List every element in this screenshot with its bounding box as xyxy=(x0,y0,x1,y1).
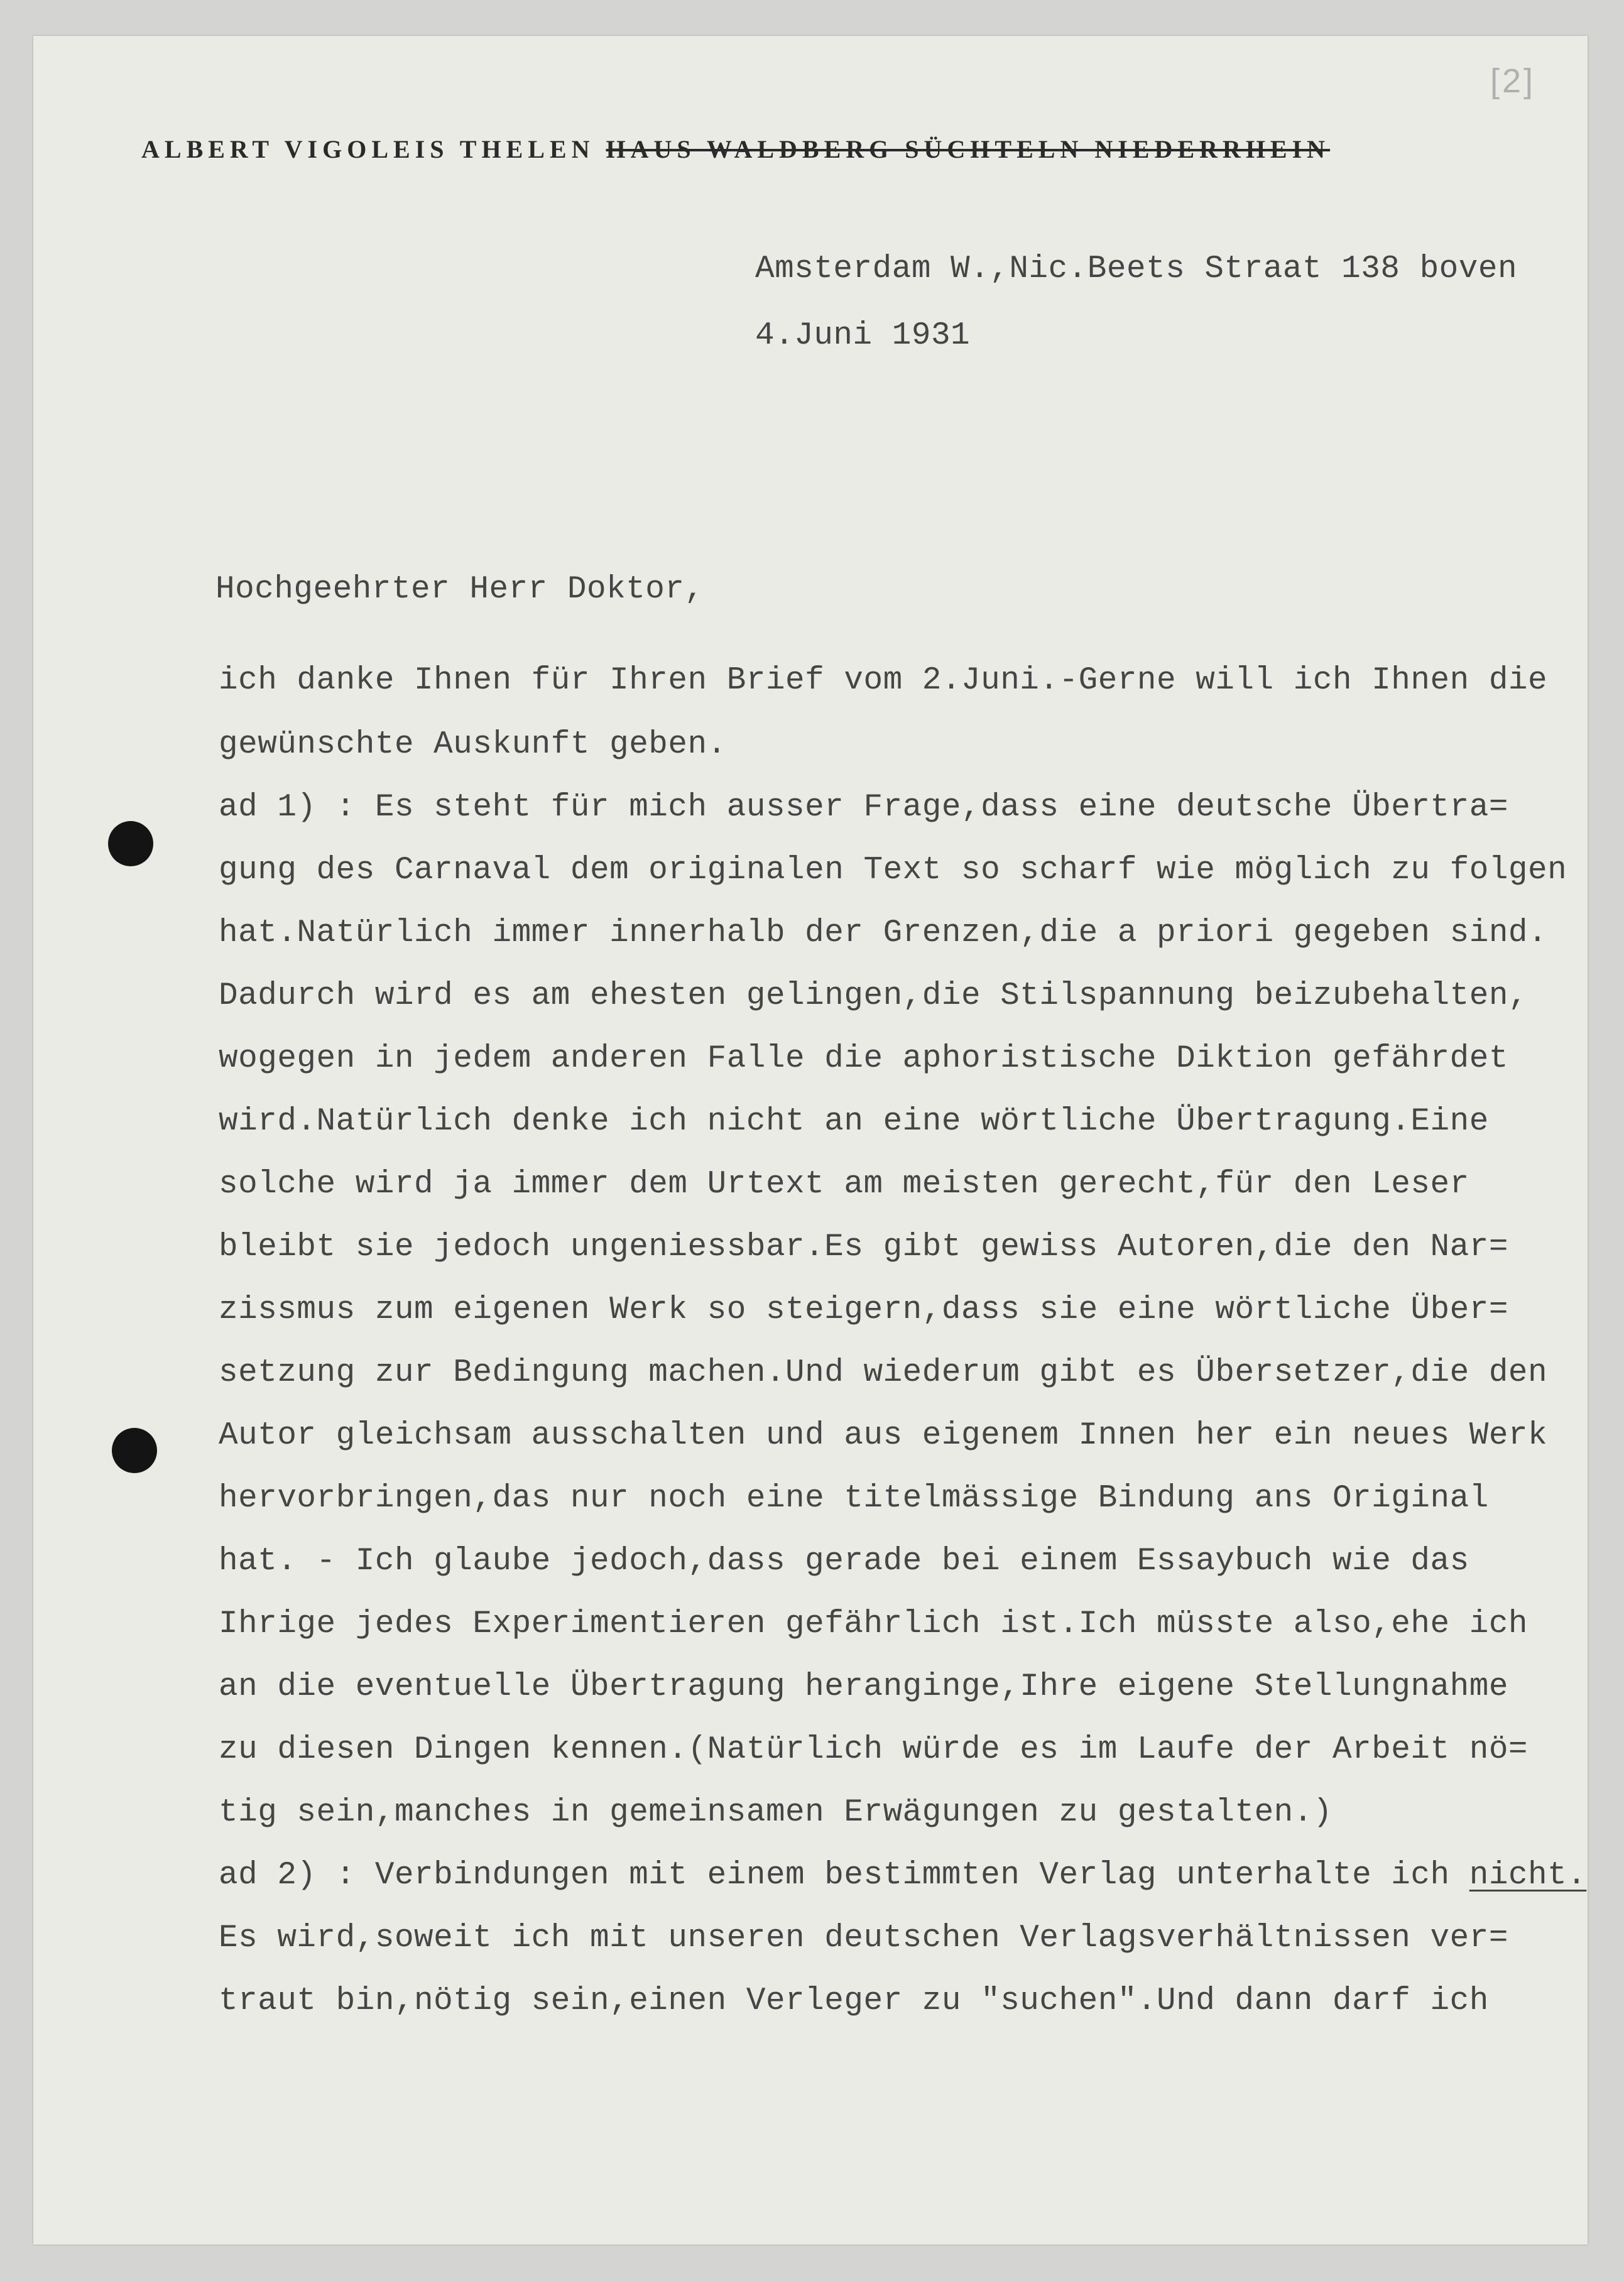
body-line: traut bin,nötig sein,einen Verleger zu "suchen".Und dann darf ich xyxy=(219,1983,1489,2019)
letterhead-struck-address: HAUS WALDBERG SÜCHTELN NIEDERRHEIN xyxy=(606,135,1331,163)
letterhead xyxy=(141,134,1330,164)
punch-hole-top xyxy=(108,821,153,866)
body-line: hat. - Ich glaube jedoch,dass gerade bei einem Essaybuch wie das xyxy=(219,1543,1469,1579)
letterhead-name: ALBERT VIGOLEIS THELEN xyxy=(141,135,595,163)
body-line: hervorbringen,das nur noch eine titelmässige Bindung ans Original xyxy=(219,1481,1489,1516)
body-line: hat.Natürlich immer innerhalb der Grenzen,die a priori gegeben sind. xyxy=(219,915,1548,951)
body-line: ad 1) : Es steht für mich ausser Frage,dass eine deutsche Übertra= xyxy=(219,790,1508,825)
body-line: gung des Carnaval dem originalen Text so scharf wie möglich zu folgen xyxy=(219,852,1567,888)
body-line: Dadurch wird es am ehesten gelingen,die Stilspannung beizubehalten, xyxy=(219,978,1529,1014)
body-line: Autor gleichsam ausschalten und aus eigenem Innen her ein neues Werk xyxy=(219,1418,1548,1454)
body-line: ich danke Ihnen für Ihren Brief vom 2.Juni.-Gerne will ich Ihnen die xyxy=(219,663,1548,699)
letter-date: 4.Juni 1931 xyxy=(755,318,971,354)
body-line: zu diesen Dingen kennen.(Natürlich würde es im Laufe der Arbeit nö= xyxy=(219,1732,1529,1768)
body-line: Ihrige jedes Experimentieren gefährlich ist.Ich müsste also,ehe ich xyxy=(219,1606,1529,1642)
body-line: gewünschte Auskunft geben. xyxy=(219,727,727,763)
body-line: wogegen in jedem anderen Falle die aphoristische Diktion gefährdet xyxy=(219,1041,1508,1077)
body-line xyxy=(219,1858,1586,1893)
letter-page xyxy=(33,36,1588,2245)
body-line: setzung zur Bedingung machen.Und wiederum gibt es Übersetzer,die den xyxy=(219,1355,1548,1391)
punch-hole-bottom xyxy=(112,1428,157,1473)
archive-page-number: [2] xyxy=(1490,62,1536,100)
body-line: wird.Natürlich denke ich nicht an eine wörtliche Übertragung.Eine xyxy=(219,1104,1489,1140)
body-line: an die eventuelle Übertragung heranginge,Ihre eigene Stellungnahme xyxy=(219,1669,1508,1705)
sender-address: Amsterdam W.,Nic.Beets Straat 138 boven xyxy=(755,251,1518,287)
body-line: zissmus zum eigenen Werk so steigern,dass sie eine wörtliche Über= xyxy=(219,1292,1508,1328)
body-line: bleibt sie jedoch ungeniessbar.Es gibt gewiss Autoren,die den Nar= xyxy=(219,1229,1508,1265)
emphasized-word: nicht. xyxy=(1469,1858,1587,1893)
body-line: solche wird ja immer dem Urtext am meisten gerecht,für den Leser xyxy=(219,1167,1469,1202)
salutation: Hochgeehrter Herr Doktor, xyxy=(215,572,704,607)
body-line: tig sein,manches in gemeinsamen Erwägungen zu gestalten.) xyxy=(219,1795,1332,1831)
body-line-text: ad 2) : Verbindungen mit einem bestimmten Verlag unterhalte ich xyxy=(219,1858,1450,1893)
body-line: Es wird,soweit ich mit unseren deutschen Verlagsverhältnissen ver= xyxy=(219,1920,1508,1956)
